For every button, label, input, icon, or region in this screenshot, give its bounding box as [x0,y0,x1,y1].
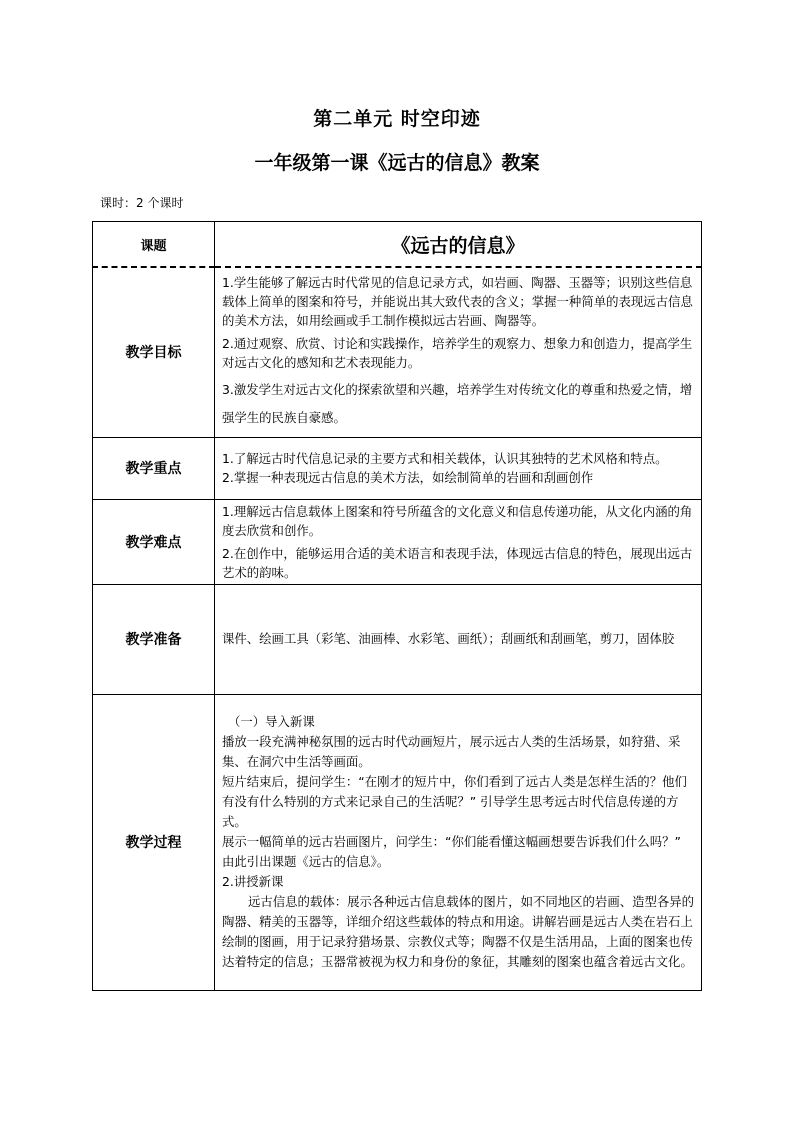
objectives-row [93,267,702,437]
process-row [93,694,702,990]
process-section-heading: （一）导入新课 [228,714,315,729]
preparation-label: 教学准备 [93,584,215,694]
key-point-item: 1.了解远古时代信息记录的主要方式和相关载体，认识其独特的艺术风格和特点。 [222,451,668,466]
topic-label: 课题 [93,222,215,268]
process-paragraph: 展示一幅简单的远古岩画图片，问学生：“你们能看懂这幅画想要告诉我们什么吗？” 由此引出课题《远古的信息》。 [222,834,681,869]
difficulty-item: 1.理解远古信息载体上图案和符号所蕴含的文化意义和信息传递功能，从文化内涵的角度去欣赏和创作。 [222,503,693,538]
unit-title: 第二单元 时空印迹 [313,108,481,130]
process-paragraph: 远古信息的载体：展示各种远古信息载体的图片，如不同地区的岩画、造型各异的陶器、精美的玉器等，详细介绍这些载体的特点和用途。讲解岩画是远古人类在岩石上绘制的图画，用于记录狩猎场景、宗教仪式等；陶器不仅是生活用品，上面的图案也传达着特定的信息；玉器常被视为权力和身份的象征，其雕刻的图案也蕴含着远古文化。 [222,894,695,969]
process-paragraph: 播放一段充满神秘氛围的远古时代动画短片，展示远古人类的生活场景，如狩猎、采集、在洞穴中生活等画面。 [222,734,681,769]
objective-item: 3.激发学生对远古文化的探索欲望和兴趣，培养学生对传统文化的尊重和热爱之情，增强学生的民族自豪感。 [222,381,693,425]
objectives-content [215,267,702,437]
preparation-text: 课件、绘画工具（彩笔、油画棒、水彩笔、画纸）；刮画纸和刮画笔，剪刀，固体胶 [222,631,675,646]
difficulties-label: 教学难点 [93,499,215,584]
lesson-title: 一年级第一课《远古的信息》教案 [254,152,540,174]
topic-value: 《远古的信息》 [215,222,702,268]
process-paragraph: 短片结束后，提问学生：“在刚才的短片中，你们看到了远古人类是怎样生活的？他们有没有什么特别的方式来记录自己的生活呢？” 引导学生思考远古时代信息传递的方式。 [222,774,687,829]
lesson-plan-table [92,221,702,991]
preparation-content [215,584,702,694]
difficulty-item: 2.在创作中，能够运用合适的美术语言和表现手法，体现远古信息的特色，展现出远古艺术的韵味。 [222,545,693,580]
objective-item: 1.学生能够了解远古时代常见的信息记录方式，如岩画、陶器、玉器等；识别这些信息载体上简单的图案和符号，并能说出其大致代表的含义；掌握一种简单的表现远古信息的美术方法，如用绘画或手工制作模拟远古岩画、陶器等。 [222,274,693,328]
process-label: 教学过程 [93,694,215,990]
key-points-content [215,437,702,499]
key-point-item: 2.掌握一种表现远古信息的美术方法，如绘制简单的岩画和刮画创作 [222,470,594,485]
process-content [215,694,702,990]
objectives-label: 教学目标 [93,267,215,437]
topic-row [93,222,702,268]
preparation-row [93,584,702,694]
process-section-heading: 2.讲授新课 [222,874,284,889]
difficulties-row [93,499,702,584]
difficulties-content [215,499,702,584]
key-points-label: 教学重点 [93,437,215,499]
objective-item: 2.通过观察、欣赏、讨论和实践操作，培养学生的观察力、想象力和创造力，提高学生对远古文化的感知和艺术表现能力。 [222,335,693,370]
key-points-row [93,437,702,499]
class-hours: 课时：2 个课时 [100,196,184,210]
